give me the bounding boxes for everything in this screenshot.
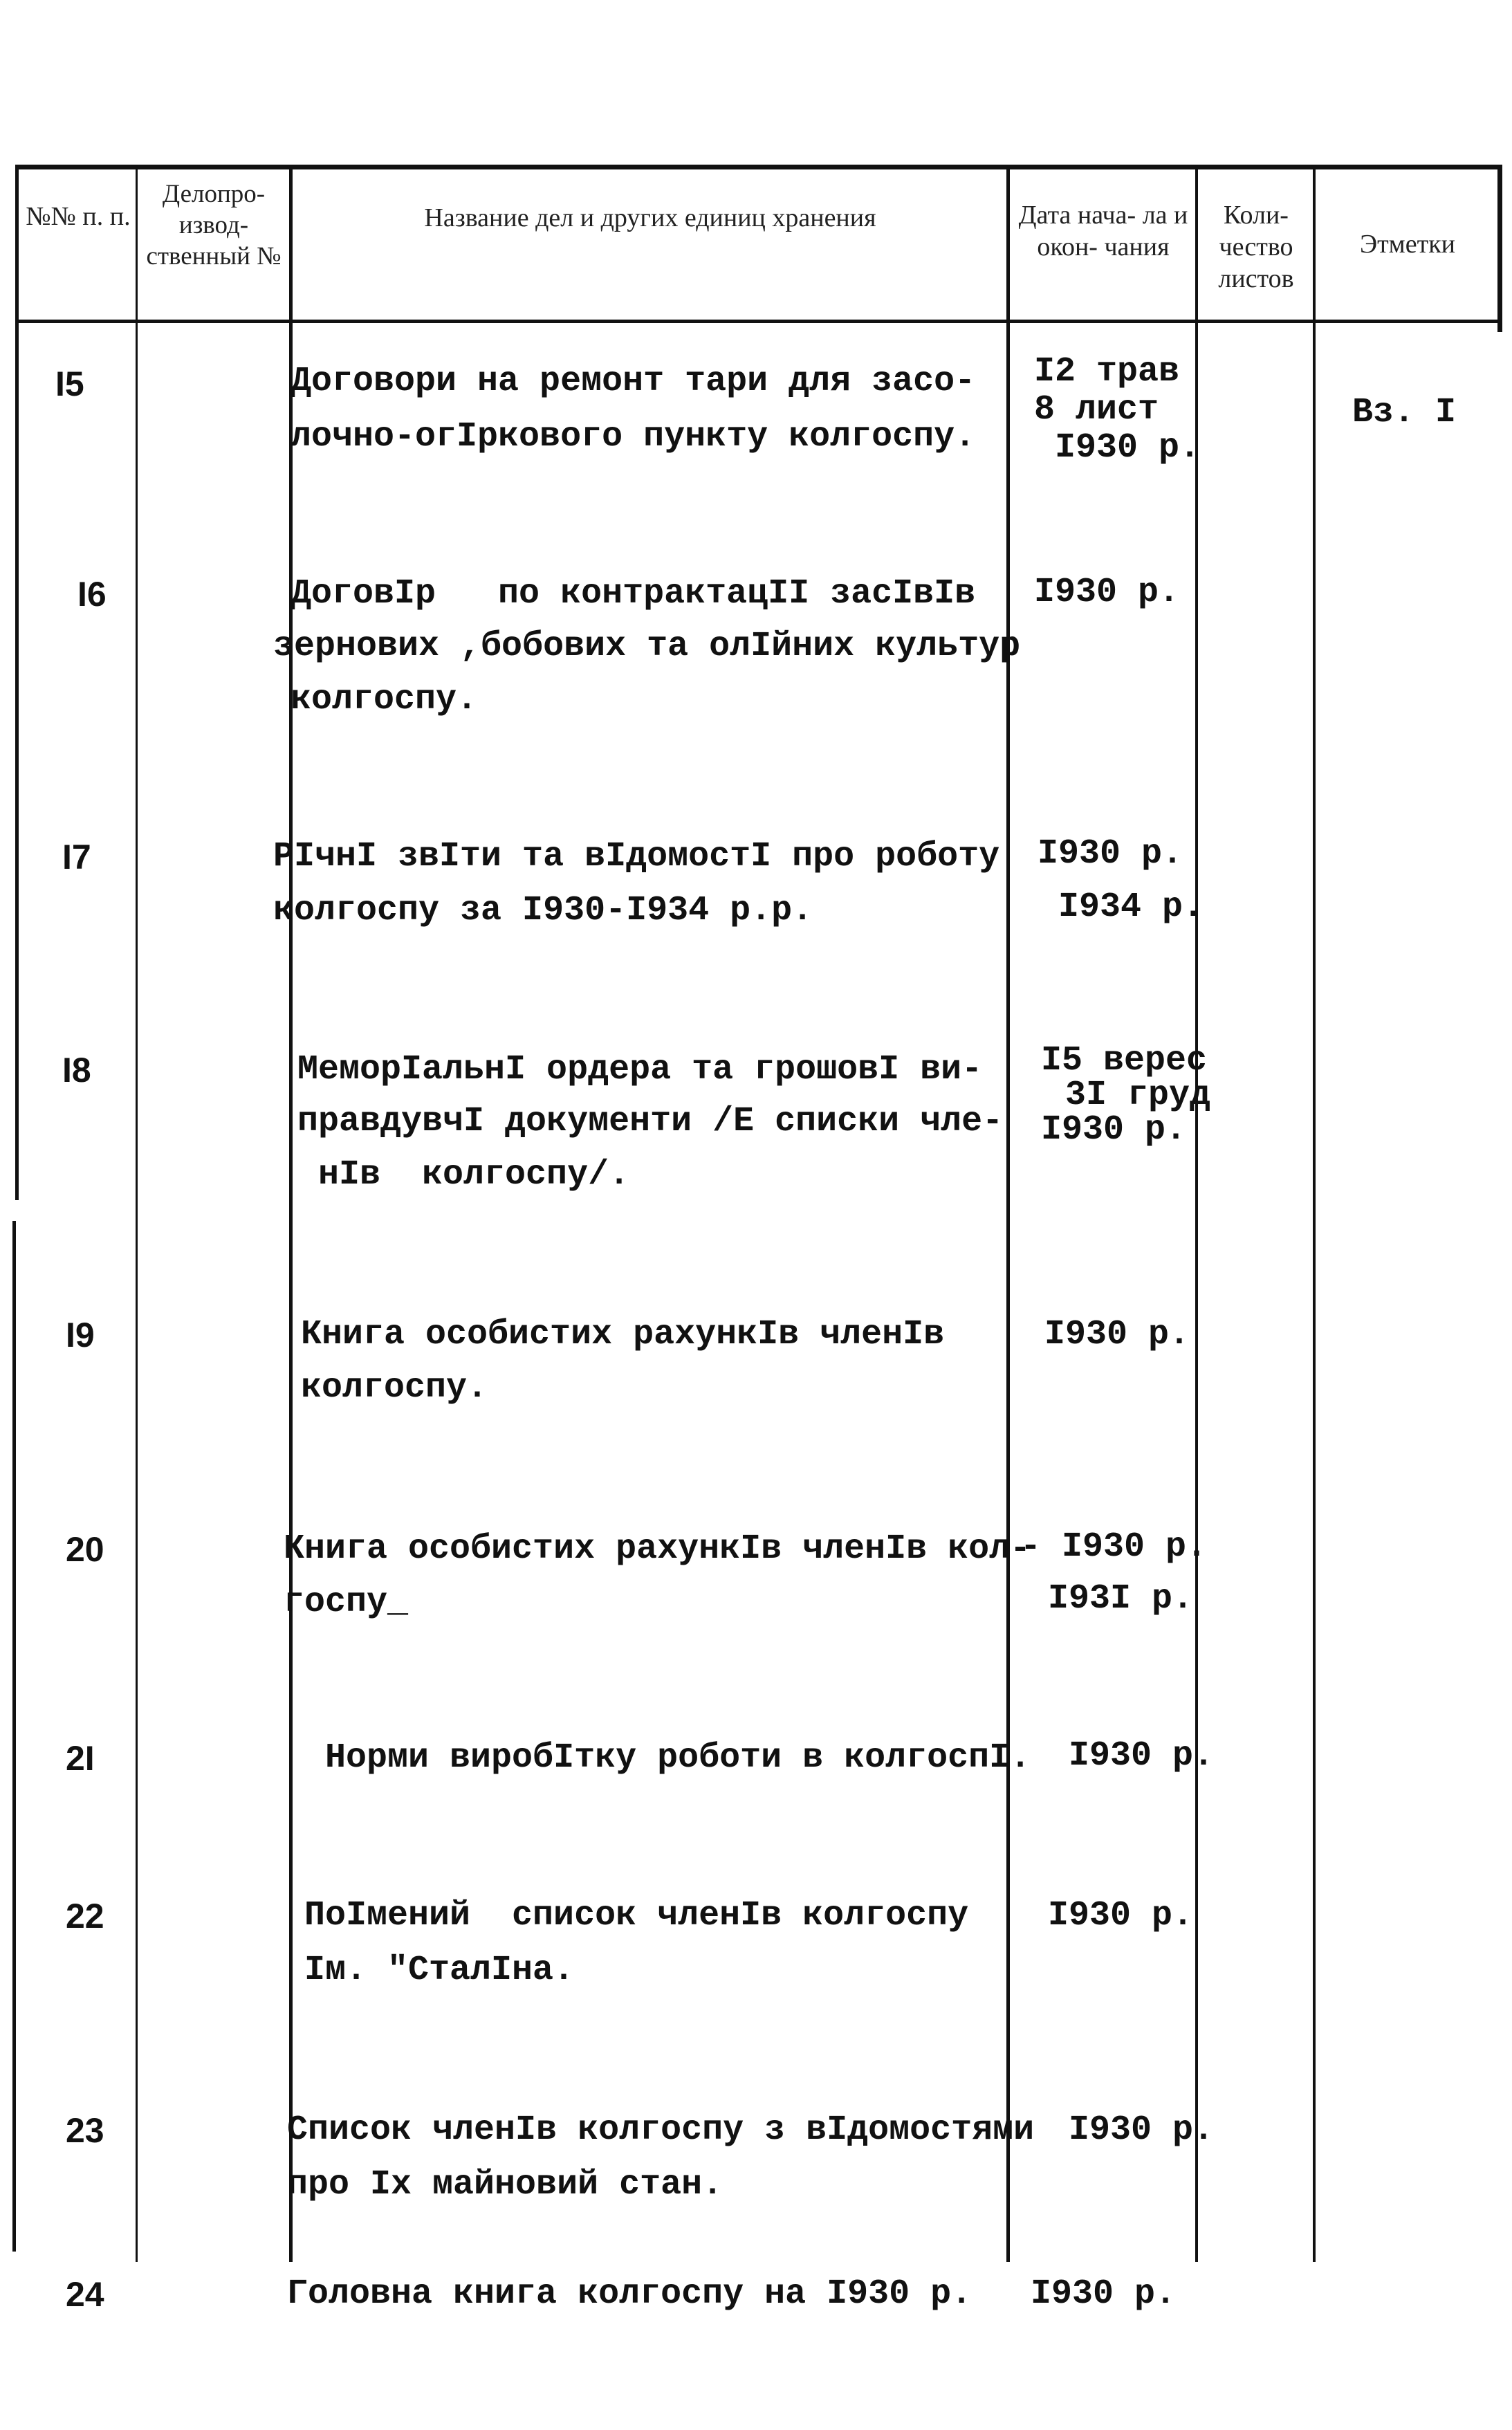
row-title-line: РIчнI звIти та вIдомостI про роботу <box>273 837 1000 876</box>
row-date-line: I930 р. <box>1041 1110 1187 1150</box>
row-date-line: I930 р. <box>1044 1315 1190 1354</box>
row-title-line: Норми виробIтку роботи в колгоспI. <box>284 1738 1031 1778</box>
row-date-line: I5 верес <box>1041 1041 1208 1080</box>
header-col-delo: Делопро- извод- ственный № <box>146 180 282 270</box>
row-title-line: Iм. "СталIна. <box>304 1951 575 1990</box>
row-date-line: I2 трав <box>1034 352 1180 392</box>
row-title-line: госпу_ <box>284 1583 409 1622</box>
row-number: I7 <box>62 838 91 876</box>
row-title-line: нIв колгоспу/. <box>297 1155 630 1195</box>
table-right-edge <box>1497 166 1502 332</box>
row-date-line: I930 р. <box>1069 1736 1215 1776</box>
row-mark: Вз. I <box>1352 393 1457 432</box>
row-date-line: I930 р. <box>1069 2110 1215 2150</box>
row-title-line: зернових ,бобових та олIйних культур <box>273 627 1021 666</box>
header-col-date: Дата нача- ла и окон- чания <box>1018 201 1188 261</box>
row-number: I9 <box>66 1316 95 1354</box>
row-date-line: 8 лист <box>1034 390 1159 430</box>
row-title-line: ДоговIр по контрактацII засIвIв <box>291 574 976 614</box>
row-number: 24 <box>66 2275 104 2314</box>
header-col-qty: Коли- чество листов <box>1218 201 1294 293</box>
row-title-line: Договори на ремонт тари для засо- <box>291 362 976 401</box>
row-number: I5 <box>55 365 84 403</box>
header-col-number: №№ п. п. <box>26 202 131 231</box>
column-divider-name <box>1006 166 1010 2262</box>
row-date-line: I930 р. <box>1031 2274 1177 2314</box>
row-title-line: колгоспу. <box>291 680 478 719</box>
row-date-line: - I930 р. <box>1020 1527 1208 1567</box>
row-date-line: 3I груд <box>1065 1076 1211 1115</box>
row-title-line: колгоспу за I930-I934 р.р. <box>273 891 813 930</box>
row-title-line: колгоспу. <box>301 1368 488 1408</box>
row-title-line: Список членIв колгоспу з вIдомостями <box>287 2110 1035 2150</box>
row-date-line: I93I р. <box>1048 1579 1194 1619</box>
column-divider-left-edge-lower <box>12 1221 16 2252</box>
header-bottom-border <box>15 320 1502 323</box>
row-date-line: I930 р. <box>1034 573 1180 612</box>
row-number: 22 <box>66 1897 104 1935</box>
row-title-line: Головна книга колгоспу на I930 р. <box>287 2274 972 2314</box>
row-title-line: про Iх майновий стан. <box>287 2165 723 2205</box>
column-divider-date <box>1195 166 1198 2262</box>
row-date-line: I934 р. <box>1038 887 1204 927</box>
row-title-line: ПоIмений список членIв колгоспу <box>304 1896 969 1935</box>
header-col-name: Название дел и других единиц хранения <box>424 203 876 232</box>
column-divider-num <box>136 166 138 2262</box>
column-divider-qty <box>1313 166 1316 2262</box>
header-col-mark: Этметки <box>1359 230 1455 259</box>
row-title-line: лочно-огIркового пункту колгоспу. <box>291 417 976 457</box>
row-date-line: I930 р. <box>1038 834 1183 874</box>
row-date-line: I930 р. <box>1034 428 1201 468</box>
column-divider-left-edge <box>15 166 19 1200</box>
row-number: 2I <box>66 1739 95 1778</box>
row-title-line: МеморIальнI ордера та грошовI ви- <box>297 1050 983 1089</box>
row-number: I6 <box>77 575 107 614</box>
row-date-line: I930 р. <box>1048 1896 1194 1935</box>
row-title-line: Книга особистих рахункIв членIв кол- <box>284 1529 1031 1569</box>
row-number: 23 <box>66 2111 104 2150</box>
row-title-line: правдувчI документи /Е списки чле- <box>297 1102 1004 1141</box>
row-number: 20 <box>66 1530 104 1569</box>
row-number: I8 <box>62 1051 91 1089</box>
column-divider-delo <box>289 166 293 2262</box>
table-top-border <box>15 165 1502 169</box>
row-title-line: Книга особистих рахункIв членIв <box>301 1315 945 1354</box>
